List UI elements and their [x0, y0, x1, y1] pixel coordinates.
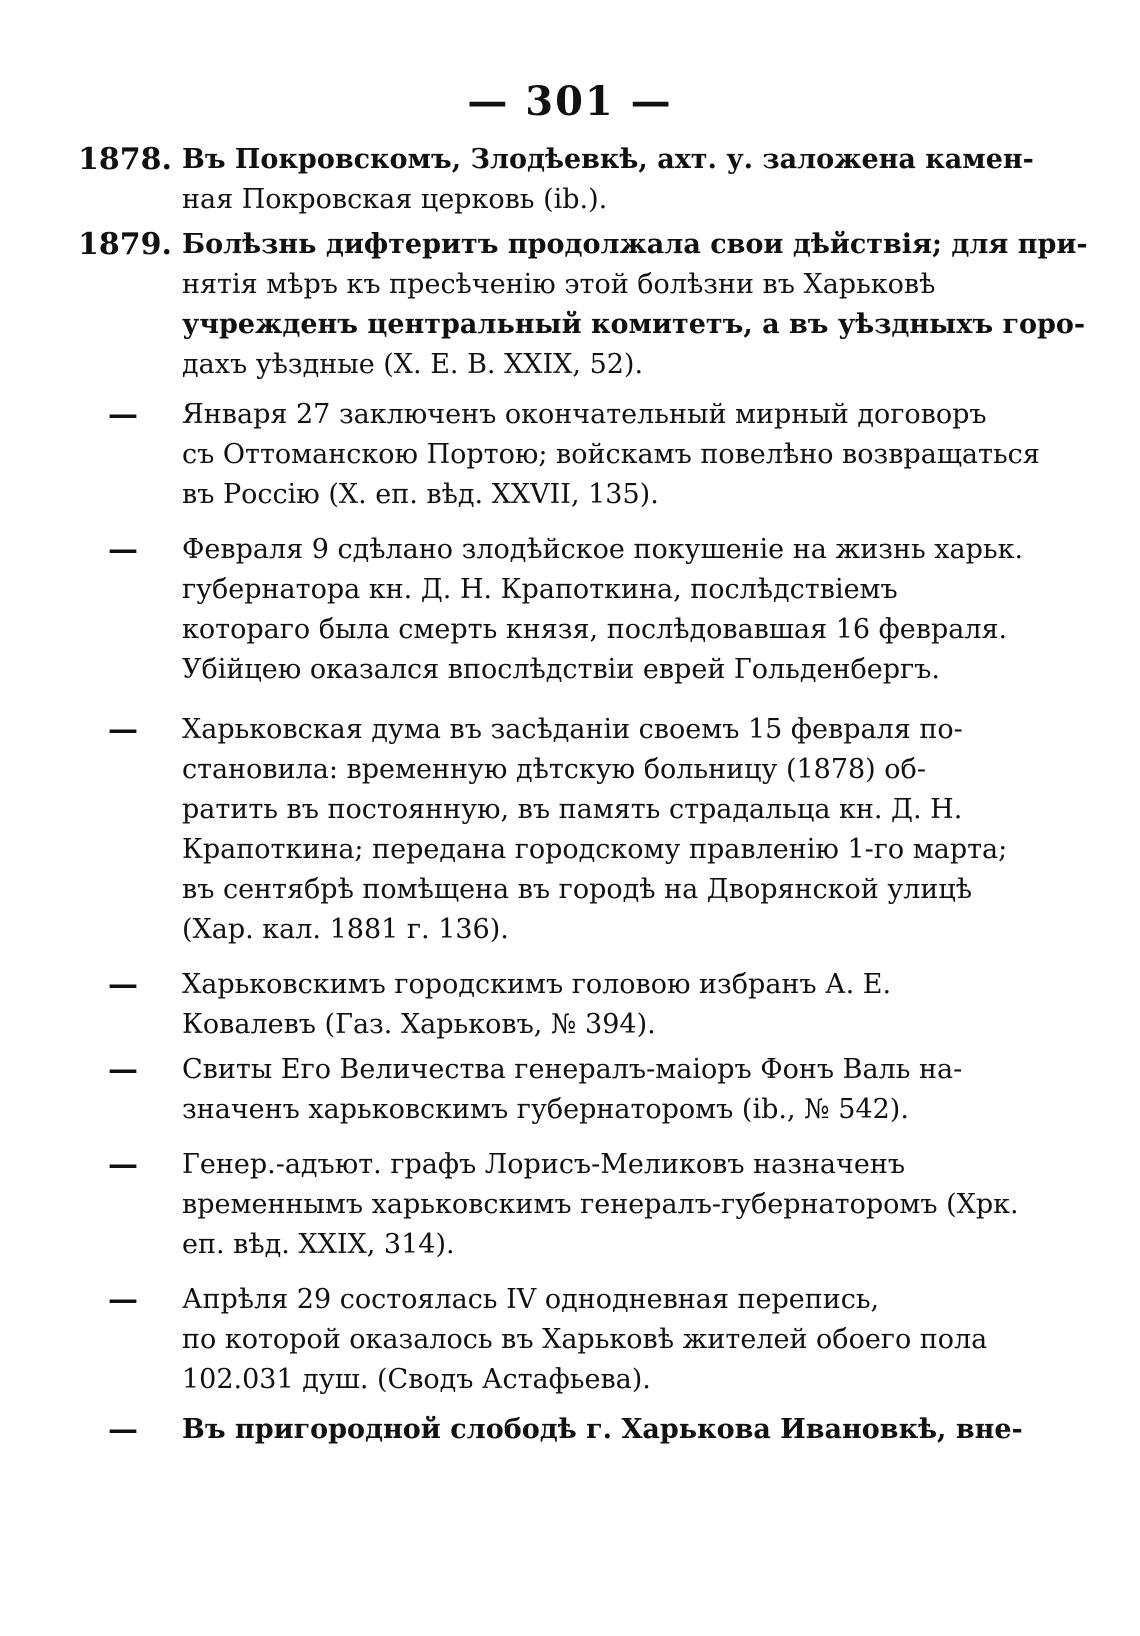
entry-line: Свиты Его Величества генералъ-маіоръ Фонъ Валь на- — [182, 1054, 963, 1085]
entry-text — [182, 710, 1008, 950]
entry-text — [182, 140, 1034, 220]
dash-marker: — — [108, 1052, 138, 1087]
entry-line: Апрѣля 29 состоялась IV однодневная перепись, — [182, 1284, 880, 1315]
entry-line: становила: временную дѣтскую больницу (1878) об- — [182, 754, 926, 785]
entry-line: въ сентябрѣ помѣщена въ городѣ на Дворянской улицѣ — [182, 874, 973, 905]
page-number: — 301 — — [467, 78, 673, 125]
entry-text — [182, 530, 1024, 690]
entry-line: губернатора кн. Д. Н. Крапоткина, послѣдствіемъ — [182, 574, 898, 605]
entry-line: Февраля 9 сдѣлано злодѣйское покушеніе на жизнь харьк. — [182, 534, 1024, 565]
entry-text — [182, 1145, 1019, 1265]
entry-line: Генер.-адъют. графъ Лорисъ-Меликовъ назначенъ — [182, 1149, 906, 1180]
dash-marker: — — [108, 712, 138, 747]
entry-text — [182, 965, 902, 1045]
entry-line: 102.031 душ. (Сводъ Астафьева). — [182, 1364, 651, 1395]
year-marker: 1879. — [78, 227, 172, 262]
entry-text — [182, 225, 1088, 385]
entry-text — [182, 1410, 1023, 1450]
dash-marker: — — [108, 1282, 138, 1317]
entry-line: по которой оказалось въ Харьковѣ жителей обоего пола — [182, 1324, 988, 1355]
entry-line: ратить въ постоянную, въ память страдальца кн. Д. Н. — [182, 794, 963, 825]
entry-text — [182, 1280, 988, 1400]
entry-text — [182, 1050, 963, 1130]
entry-line: Января 27 заключенъ окончательный мирный договоръ — [182, 399, 987, 430]
dash-marker: — — [108, 532, 138, 567]
entry-line: Харьковская дума въ засѣданіи своемъ 15 февраля по- — [182, 714, 963, 745]
entry-line: Харьковскимъ городскимъ головою избранъ А. Е. — [182, 969, 892, 1000]
entry-line: Ковалевъ (Газ. Харьковъ, № 394). — [182, 1009, 656, 1040]
dash-marker: — — [108, 1412, 138, 1447]
entry-line: нятія мѣръ къ пресѣченію этой болѣзни въ Харьковѣ — [182, 269, 936, 300]
entry-line: ная Покровская церковь (ib.). — [182, 184, 608, 215]
dash-marker: — — [108, 967, 138, 1002]
dash-marker: — — [108, 397, 138, 432]
year-marker: 1878. — [78, 142, 172, 177]
entry-line: Въ Покровскомъ, Злодѣевкѣ, ахт. у. заложена камен- — [182, 144, 1034, 175]
entry-line: Убійцею оказался впослѣдствіи еврей Гольденбергъ. — [182, 654, 940, 685]
entry-line: (Хар. кал. 1881 г. 136). — [182, 914, 509, 945]
entry-line: въ Россію (Х. еп. вѣд. XXVII, 135). — [182, 479, 659, 510]
entry-line: Болѣзнь дифтеритъ продолжала свои дѣйствія; для при- — [182, 229, 1088, 260]
entry-line: Крапоткина; передана городскому правленію 1-го марта; — [182, 834, 1008, 865]
entry-line: съ Оттоманскою Портою; войскамъ повелѣно возвращаться — [182, 439, 1040, 470]
entry-line: дахъ уѣздные (Х. Е. В. XXIX, 52). — [182, 349, 644, 380]
dash-marker: — — [108, 1147, 138, 1182]
entry-line: котораго была смерть князя, послѣдовавшая 16 февраля. — [182, 614, 1008, 645]
entry-line: учрежденъ центральный комитетъ, а въ уѣздныхъ горо- — [182, 309, 1086, 340]
entry-text — [182, 395, 1040, 515]
entry-line: Въ пригородной слободѣ г. Харькова Ивановкѣ, вне- — [182, 1414, 1023, 1445]
entry-line: еп. вѣд. XXIX, 314). — [182, 1229, 455, 1260]
entry-line: значенъ харьковскимъ губернаторомъ (ib., № 542). — [182, 1094, 909, 1125]
entry-line: временнымъ харьковскимъ генералъ-губернаторомъ (Хрк. — [182, 1189, 1019, 1220]
